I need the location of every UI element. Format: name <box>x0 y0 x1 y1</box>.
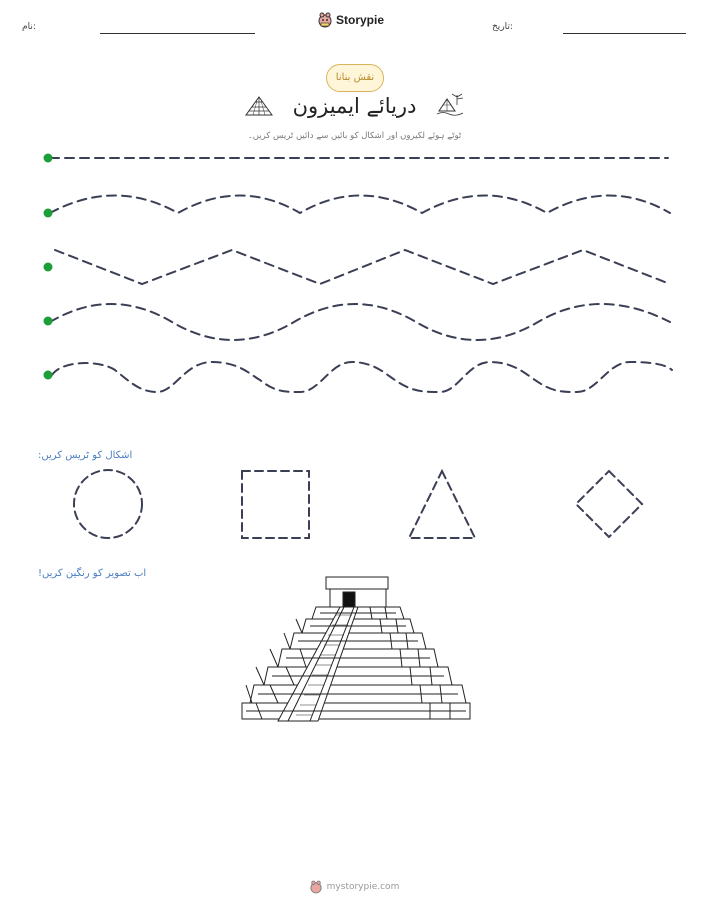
brand-logo <box>318 12 384 28</box>
pyramid-illustration <box>240 575 472 723</box>
brand-name: Storypie <box>336 13 385 27</box>
name-label: نام: <box>22 22 36 32</box>
start-dot-3 <box>44 263 53 272</box>
tracing-lines <box>0 140 709 400</box>
storypie-logo-icon <box>318 12 332 28</box>
start-dot-5 <box>44 371 53 380</box>
date-line[interactable] <box>563 33 686 34</box>
pyramid-landscape-icon <box>435 91 467 117</box>
start-dot-2 <box>44 209 53 218</box>
page-title: دریائے ایمیزون <box>292 94 417 118</box>
trace-line-wave-3 <box>52 362 672 392</box>
trace-line-wave-1 <box>50 196 670 214</box>
trace-circle <box>74 470 142 538</box>
storypie-footer-icon <box>310 880 322 894</box>
trace-square <box>242 471 309 538</box>
tracing-shapes <box>0 460 709 550</box>
trace-line-wave-2 <box>50 304 670 340</box>
start-dot-4 <box>44 317 53 326</box>
section-shapes-heading: اشکال کو ٹریس کریں: <box>38 450 133 461</box>
name-line[interactable] <box>100 33 255 34</box>
trace-diamond <box>576 471 642 537</box>
footer <box>0 880 709 894</box>
start-dot-1 <box>44 154 53 163</box>
trace-line-zigzag <box>55 250 670 284</box>
instructions: ٹوٹے ہوئے لکیروں اور اشکال کو بائیں سے دائیں ٹریس کریں۔ <box>247 131 462 141</box>
footer-url[interactable]: mystorypie.com <box>326 882 400 892</box>
activity-badge: نقش بنانا <box>326 64 384 92</box>
section-color-heading: اب تصویر کو رنگین کریں! <box>38 568 147 579</box>
trace-triangle <box>409 471 475 538</box>
date-label: تاریخ: <box>492 22 513 32</box>
